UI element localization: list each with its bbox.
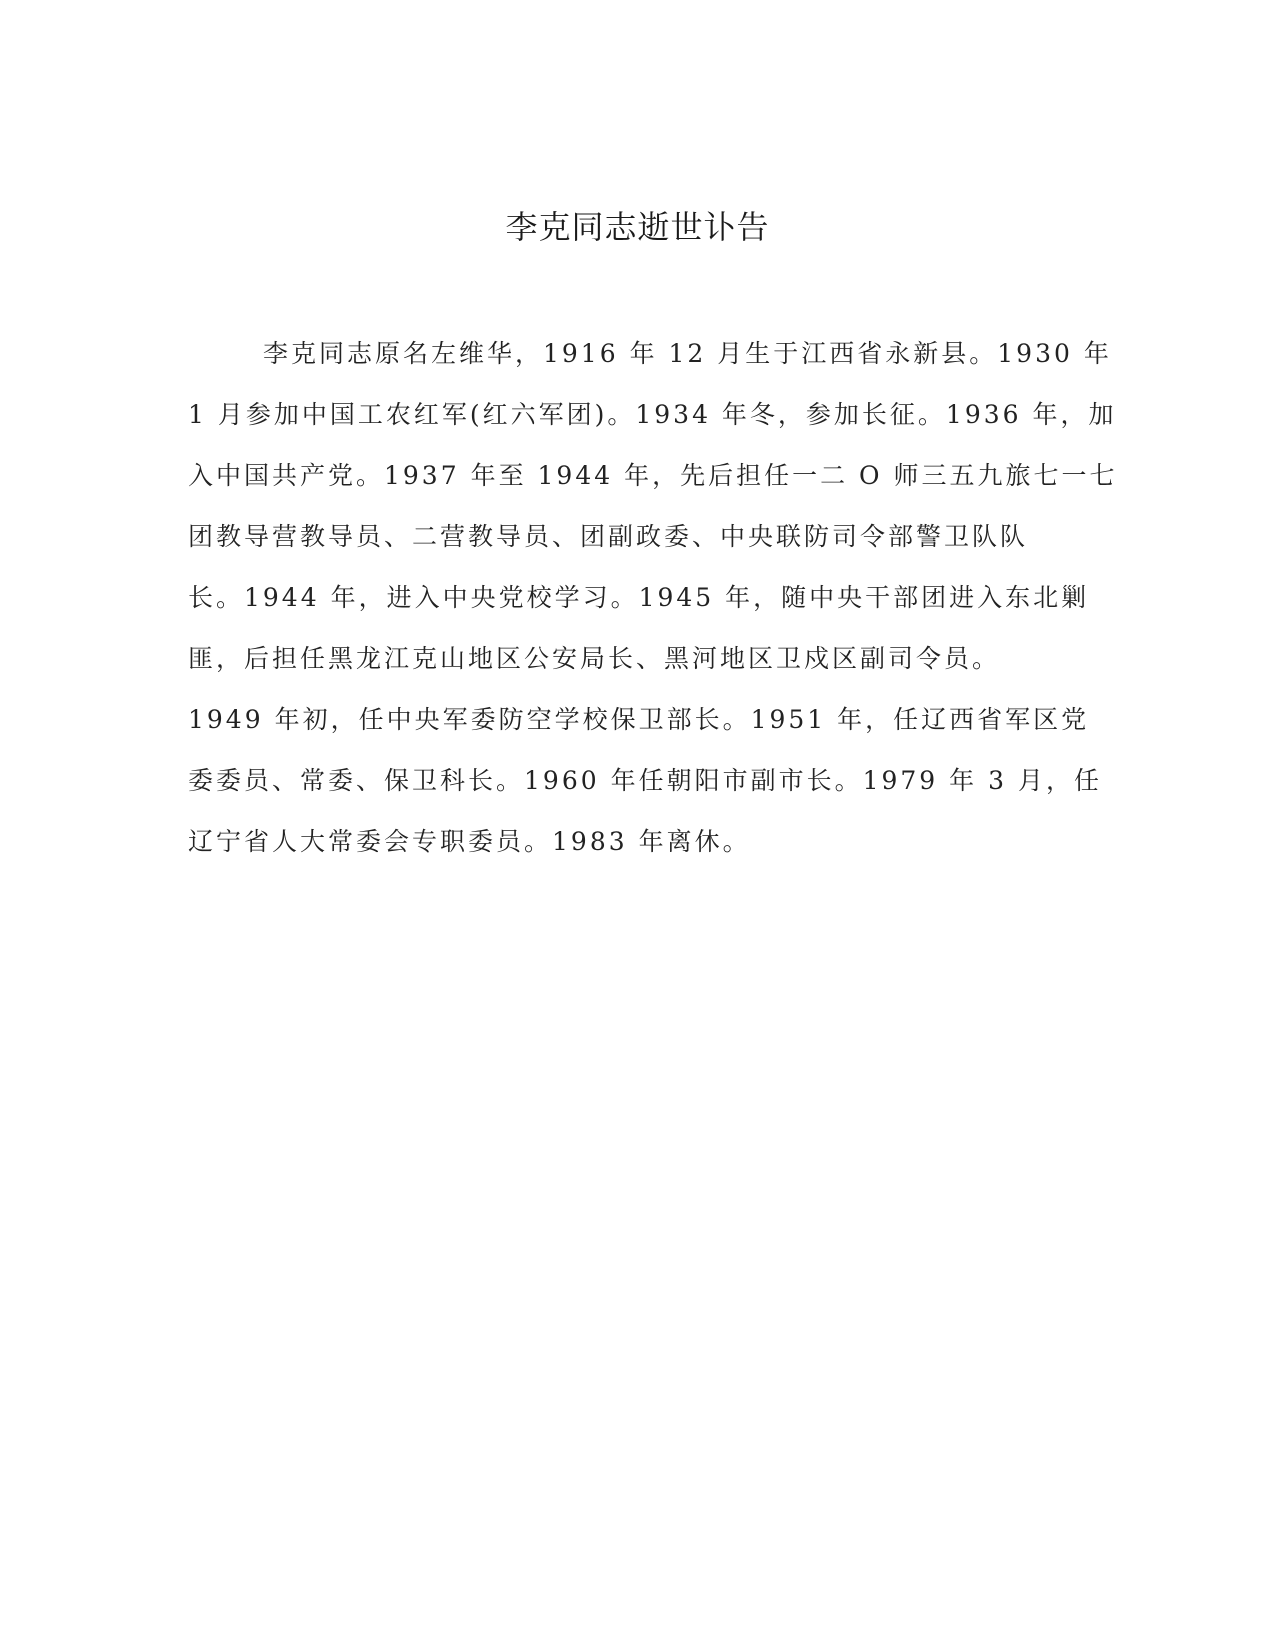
paragraph-line: 团教导营教导员、二营教导员、团副政委、中央联防司令部警卫队队	[188, 522, 1029, 551]
paragraph-line: 长。1944 年，进入中央党校学习。1945 年，随中央干部团进入东北剿	[188, 583, 1090, 612]
paragraph-line: 辽宁省人大常委会专职委员。1983 年离休。	[188, 827, 751, 856]
paragraph-line: 1 月参加中国工农红军(红六军团)。1934 年冬，参加长征。1936 年，加	[188, 400, 1117, 429]
obituary-paragraph	[188, 323, 1118, 872]
paragraph-line: 委委员、常委、保卫科长。1960 年任朝阳市副市长。1979 年 3 月，任	[188, 766, 1102, 795]
paragraph-line: 李克同志原名左维华，1916 年 12 月生于江西省永新县。1930 年	[263, 339, 1112, 368]
paragraph-line: 匪，后担任黑龙江克山地区公安局长、黑河地区卫戍区副司令员。	[188, 644, 1001, 673]
paragraph-line: 入中国共产党。1937 年至 1944 年，先后担任一二 O 师三五九旅七一七	[188, 461, 1118, 490]
paragraph-line: 1949 年初，任中央军委防空学校保卫部长。1951 年，任辽西省军区党	[188, 705, 1090, 734]
document-title: 李克同志逝世讣告	[505, 208, 770, 246]
